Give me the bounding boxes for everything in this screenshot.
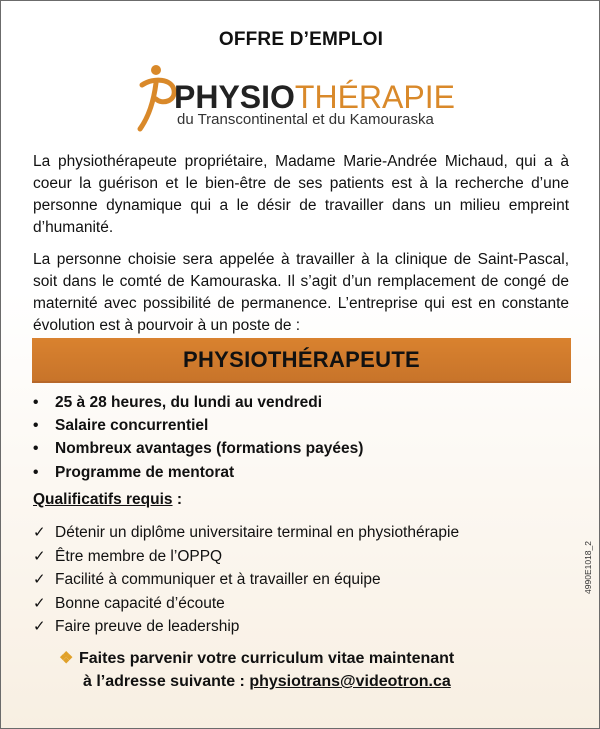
benefit-text: Nombreux avantages (formations payées) [55,440,364,458]
qualification-text: Être membre de l’OPPQ [55,547,223,565]
qualifications-list [33,521,459,639]
bullet-icon: • [33,394,39,411]
call-to-action [59,647,454,693]
list-item [31,437,363,460]
cta-text: Faites parvenir votre curriculum vitae maintenant [79,650,455,667]
checkmark-icon: ✓ [33,618,46,636]
checkmark-icon: ✓ [33,524,46,541]
position-title: PHYSIOTHÉRAPEUTE [182,346,421,372]
list-item [33,545,459,569]
logo-word-bold: PHYSIO [174,79,295,115]
list-item [33,521,459,545]
logo-wordmark [174,81,455,113]
intro-paragraph-1: La physiothérapeute propriétaire, Madame Marie-Andrée Michaud, qui a à coeur la guérison et le bien-être de ses patients est à la recherche d’une personne dynamique qui a le désir de travailler dans un milieu empreint d’humanité. [33,153,569,236]
ad-reference-code: 4990E1018_2 [583,541,593,594]
qualification-text: Facilité à communiquer et à travailler en équipe [55,571,381,589]
qualifications-title: Qualificatifs requis [33,491,173,508]
qualifications-title-suffix: : [172,491,183,508]
page-title: OFFRE D’EMPLOI [218,29,384,50]
qualification-text: Faire preuve de leadership [55,618,240,636]
list-item [33,568,459,592]
qualifications-heading [33,491,182,509]
bullet-icon: • [33,463,39,481]
cta-prefix: à l’adresse suivante : [83,673,250,690]
benefit-text: Salaire concurrentiel [55,417,209,435]
list-item [33,592,459,616]
qualification-text: Bonne capacité d’écoute [55,594,225,612]
bullet-icon: • [33,417,39,435]
company-logo [134,63,474,133]
list-item [31,391,363,414]
diamond-bullet-icon: ❖ [59,650,74,667]
list-item [31,414,363,437]
benefits-list [31,391,363,484]
bullet-icon: • [33,440,39,458]
position-banner [32,338,571,383]
benefit-text: Programme de mentorat [55,463,235,481]
checkmark-icon: ✓ [33,571,46,589]
qualification-text: Détenir un diplôme universitaire terminal en physiothérapie [55,524,460,541]
list-item [33,615,459,639]
benefit-text: 25 à 28 heures, du lundi au vendredi [55,394,323,411]
list-item [31,461,363,484]
checkmark-icon: ✓ [33,594,46,612]
checkmark-icon: ✓ [33,547,46,565]
cta-line-1 [59,647,454,670]
cta-line-2 [59,670,454,693]
intro-paragraph-2: La personne choisie sera appelée à travailler à la clinique de Saint-Pascal, soit dans le comté de Kamouraska. Il s’agit d’un remplacement de congé de maternité avec possibilité de permanence. L’entreprise qui est en constante évolution est à pourvoir à un poste de : [33,251,569,334]
logo-word-light: THÉRAPIE [294,79,455,115]
logo-subtitle: du Transcontinental et du Kamouraska [177,111,434,128]
email-link[interactable]: physiotrans@videotron.ca [249,673,451,690]
